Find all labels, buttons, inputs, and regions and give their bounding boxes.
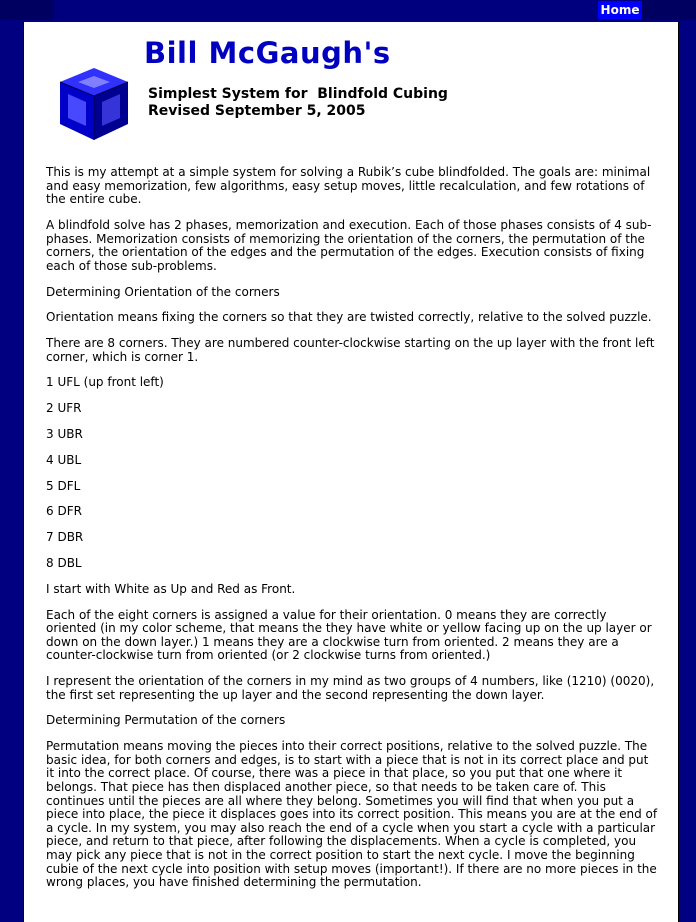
page-subtitle (148, 86, 448, 120)
top-nav-bar (0, 0, 696, 20)
paragraph: Each of the eight corners is assigned a value for their orientation. 0 means they are correctly oriented (in my color scheme, that means the they have white or yellow facing up on the up layer or down on the down layer.) 1 means they are a clockwise turn from oriented. 2 means they are a counter-clockwise turn from oriented (or 2 clockwise turns from oriented.) (46, 607, 652, 663)
cube-logo-icon (56, 62, 132, 144)
paragraph: There are 8 corners. They are numbered counter-clockwise starting on the up layer with the front left corner, which is corner 1. (46, 336, 655, 364)
subtitle-line: Simplest System for Blindfold Cubing (148, 86, 448, 102)
corner-list-item: 3 UBR (46, 427, 83, 442)
corner-list-item: 8 DBL (46, 555, 82, 570)
paragraph: I start with White as Up and Red as Front. (46, 581, 296, 596)
corner-list-item: 7 DBR (46, 530, 84, 545)
section-heading: Determining Permutation of the corners (46, 713, 286, 728)
paragraph: Orientation means fixing the corners so that they are twisted correctly, relative to the solved puzzle. (46, 310, 652, 325)
paragraph: A blindfold solve has 2 phases, memorization and execution. Each of those phases consists of 4 sub-phases. Memorization consists of memorizing the orientation of the corners, the permutation of the corners, the orientation of the edges and the permutation of the edges. Execution consists of fixing each of those sub-problems. (46, 217, 652, 273)
corner-list-item: 1 UFL (up front left) (46, 375, 164, 390)
corner-list-item: 2 UFR (46, 401, 82, 416)
top-nav-stripe (54, 0, 642, 20)
corner-list-item: 4 UBL (46, 452, 82, 467)
page-content-panel (23, 22, 679, 922)
home-link[interactable]: Home (598, 1, 642, 19)
corner-list-item: 5 DFL (46, 478, 81, 493)
article-body (46, 166, 658, 902)
corner-list-item: 6 DFR (46, 504, 82, 519)
paragraph: Permutation means moving the pieces into their correct positions, relative to the solved puzzle. The basic idea, for both corners and edges, is to start with a piece that is not in its correct place and put it into the correct place. Of course, there was a piece in that place, so you put that one where it belongs. That piece has then displaced another piece, so that needs to be taken care of. This continues until the pieces are all where they belong. Sometimes you will find that when you put a piece into place, the piece it displaces goes into its correct position. This means you are at the end of a cycle. In my system, you may also reach the end of a cycle when you start a cycle with a particular piece, and return to that piece, after following the displacements. When a cycle is completed, you may pick any piece that is not in the correct position to start the next cycle. I move the beginning cubie of the next cycle into position with setup moves (important!). If there are no more pieces in the wrong places, you have finished determining the permutation. (46, 739, 658, 890)
section-heading: Determining Orientation of the corners (46, 284, 280, 299)
revision-date: Revised September 5, 2005 (148, 103, 366, 119)
paragraph: This is my attempt at a simple system for solving a Rubik’s cube blindfolded. The goals are: minimal and easy memorization, few algorithms, easy setup moves, little recalculation, and few rotations of the entire cube. (46, 165, 651, 207)
top-nav-right-block (642, 0, 696, 20)
paragraph: I represent the orientation of the corners in my mind as two groups of 4 numbers, like (1210) (0020), the first set representing the up layer and the second representing the down layer. (46, 674, 655, 702)
page-title: Bill McGaugh's (144, 36, 391, 70)
